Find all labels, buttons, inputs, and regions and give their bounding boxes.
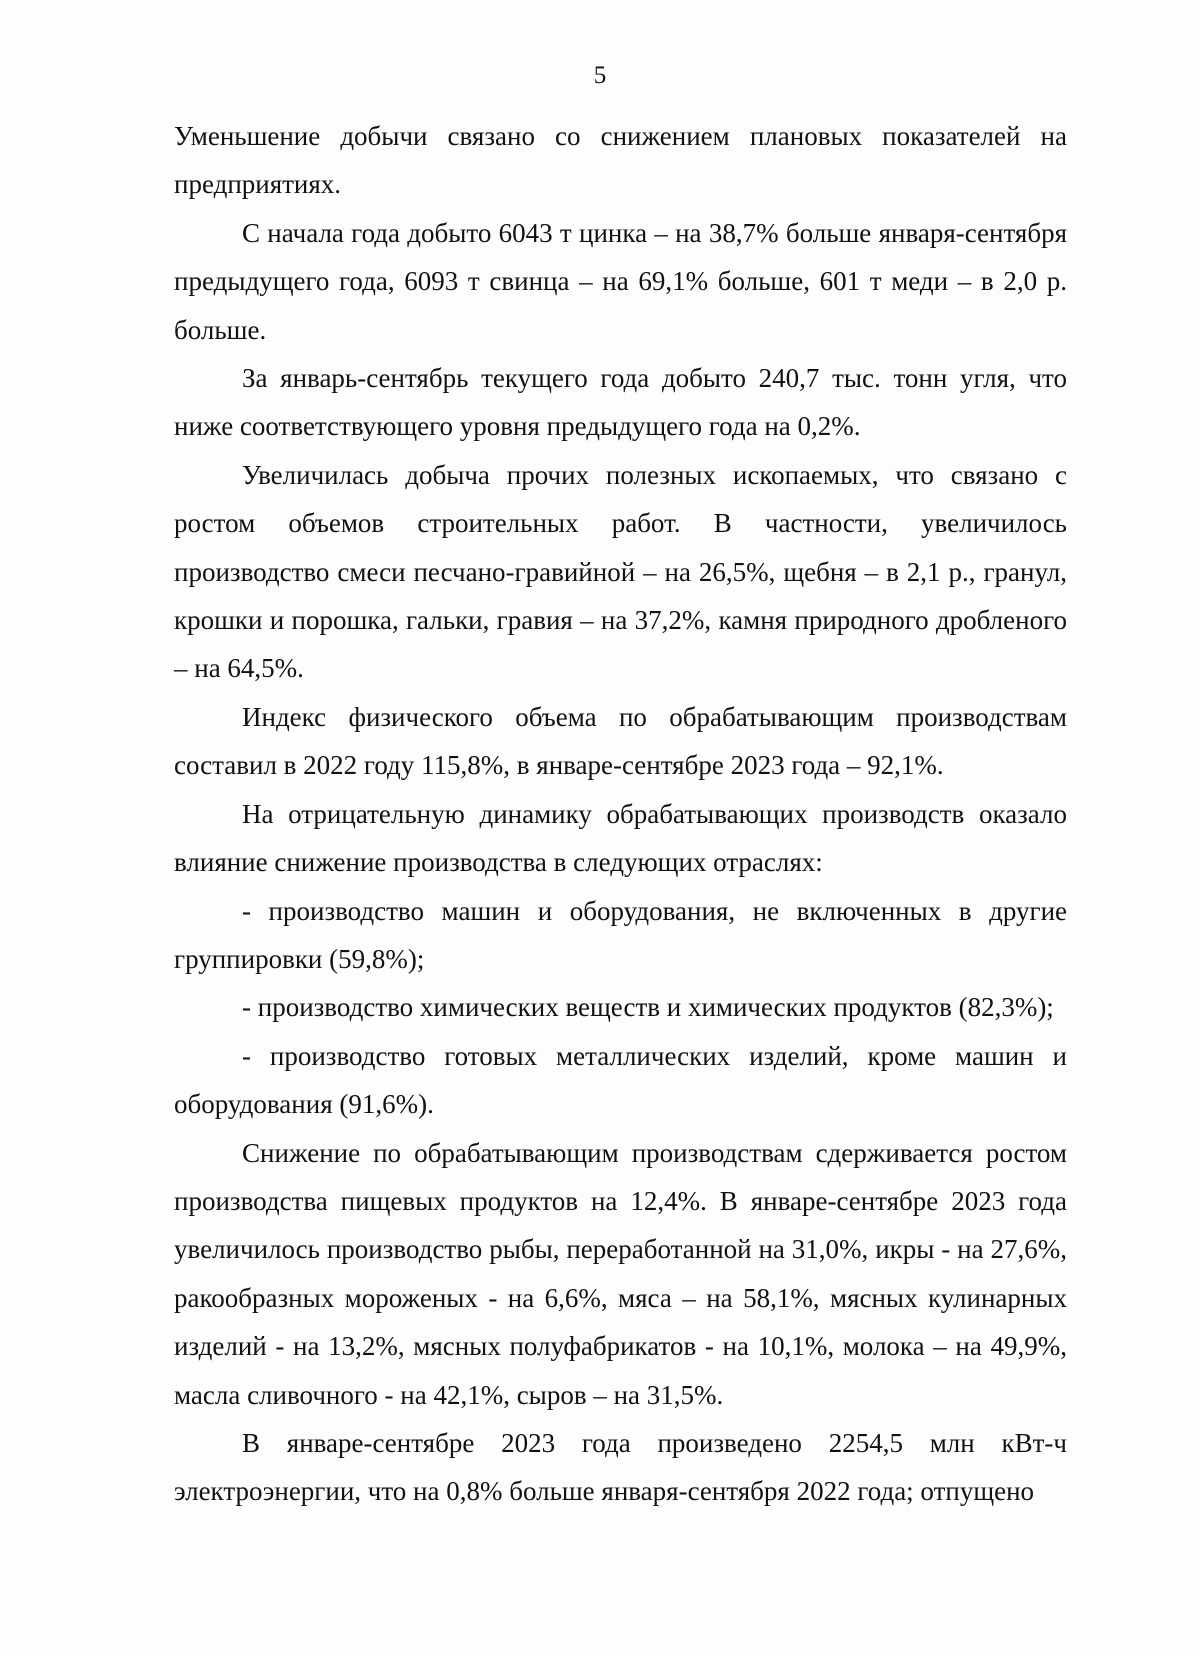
paragraph-food-production: Снижение по обрабатывающим производствам сдерживается ростом производства пищевых продуктов на 12,4%. В январе-сентябре 2023 года увеличилось производство рыбы, переработанной на 31,0%, икры - на 27,6%, ракообразных мороженых - на 6,6%, мяса – на 58,1%, мясных кулинарных изделий - на 13,2%, мясных полуфабрикатов - на 10,1%, молока – на 49,9%, масла сливочного - на 42,1%, сыров – на 31,5%. (174, 1137, 1067, 1410)
paragraph-electricity: В январе-сентябре 2023 года произведено 2254,5 млн кВт-ч электроэнергии, что на 0,8% больше января-сентября 2022 года; отпущено (174, 1427, 1067, 1507)
paragraph-metals-output: С начала года добыто 6043 т цинка – на 38,7% больше января-сентября предыдущего года, 6093 т свинца – на 69,1% больше, 601 т меди – в 2,0 р. больше. (174, 217, 1067, 345)
list-item-metal-products: - производство готовых металлических изделий, кроме машин и оборудования (91,6%). (174, 1040, 1067, 1120)
list-item-chemicals: - производство химических веществ и химических продуктов (82,3%); (242, 992, 1054, 1023)
page-number: 5 (593, 62, 607, 89)
paragraph-coal-output: За январь-сентябрь текущего года добыто 240,7 тыс. тонн угля, что ниже соответствующего уровня предыдущего года на 0,2%. (174, 363, 1067, 442)
paragraph-mining-decline: Уменьшение добычи связано со снижением плановых показателей на предприятиях. (174, 121, 1067, 200)
paragraph-other-minerals: Увеличилась добыча прочих полезных ископаемых, что связано с ростом объемов строительных работ. В частности, увеличилось производство смеси песчано-гравийной – на 26,5%, щебня – в 2,1 р., гранул, крошки и порошка, гальки, гравия – на 37,2%, камня природного дробленого – на 64,5%. (174, 459, 1067, 684)
list-item-machinery: - производство машин и оборудования, не включенных в другие группировки (59,8%); (174, 895, 1067, 974)
paragraph-negative-dynamics: На отрицательную динамику обрабатывающих производств оказало влияние снижение производства в следующих отраслях: (174, 798, 1067, 878)
paragraph-manufacturing-index: Индекс физического объема по обрабатывающим производствам составил в 2022 году 115,8%, в январе-сентябре 2023 года – 92,1%. (174, 701, 1067, 781)
document-body (174, 112, 1067, 1516)
